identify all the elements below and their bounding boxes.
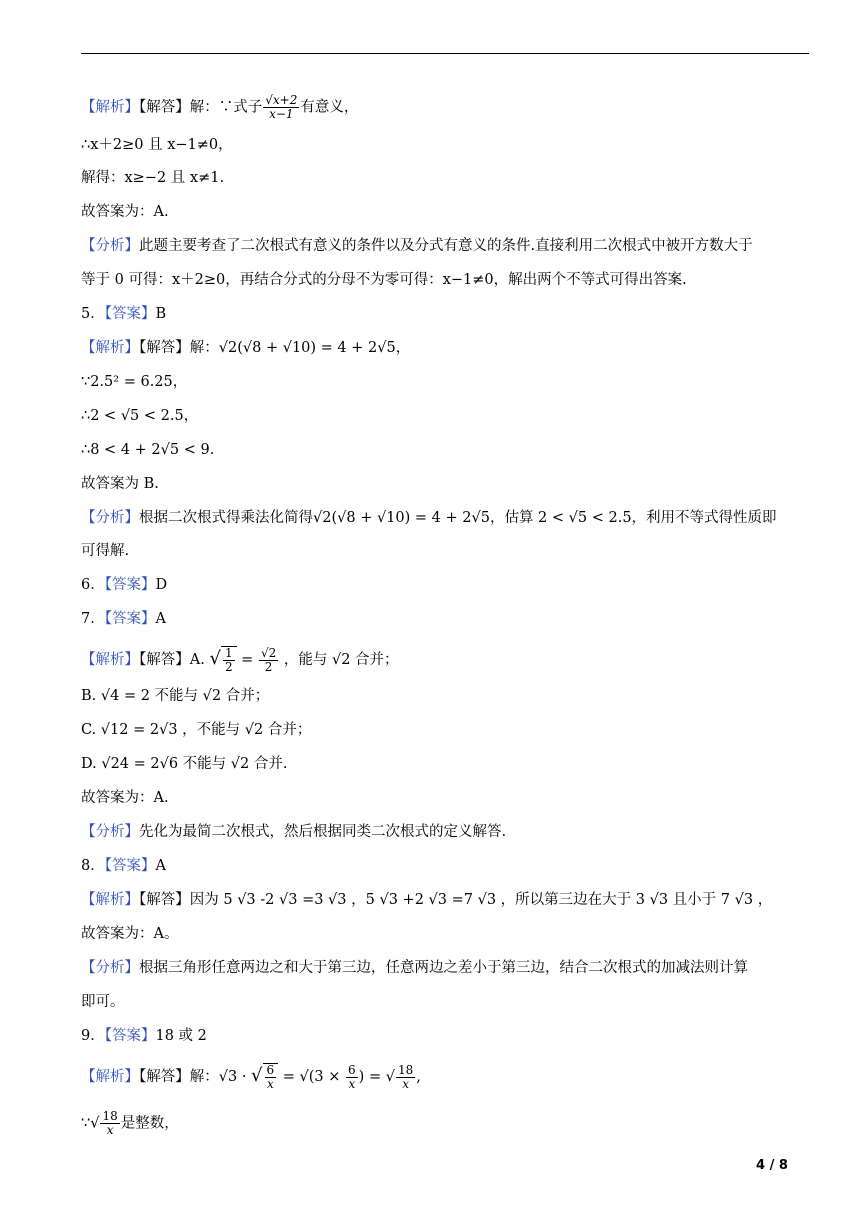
tag-fenxi: 【分析】	[81, 238, 139, 254]
answer: 18 或 2	[155, 1028, 207, 1044]
tag-daan: 【答案】	[104, 858, 156, 874]
line-22	[81, 822, 813, 842]
line-1	[81, 94, 813, 121]
question-number: 5．	[81, 306, 105, 322]
line-text: 根据二次根式得乘法化简得√2(√8 + √10) = 4 + 2√5，估算 2 < √5 < 2.5，利用不等式得性质即	[139, 510, 777, 526]
fraction	[346, 1064, 358, 1091]
tag-jieda: 【解答】	[139, 99, 190, 116]
line-29	[81, 1063, 813, 1091]
radical-sign: √	[251, 1065, 263, 1086]
expr-mid2: ) = √	[358, 1069, 395, 1085]
fraction-denominator: 2	[264, 659, 273, 674]
header-rule	[81, 53, 809, 54]
line-tail: 是整数，	[120, 1115, 179, 1132]
tag-fenxi: 【分析】	[81, 824, 139, 840]
fraction-numerator: √x+2	[265, 93, 298, 107]
tag-daan: 【答案】	[104, 577, 156, 593]
answer: B	[155, 306, 167, 322]
fraction-numerator: 6	[266, 1063, 275, 1077]
line-text: 解：√3 ·	[189, 1069, 247, 1085]
line-28	[81, 1026, 813, 1046]
line-2: ∴x＋2≥0 且 x−1≠0，	[81, 137, 233, 153]
fraction-numerator: 1	[224, 646, 233, 660]
fraction-numerator: 6	[348, 1062, 356, 1077]
line-tail: 有意义，	[300, 99, 359, 116]
fraction	[396, 1064, 415, 1091]
fraction-denominator: 2	[224, 660, 233, 674]
line-24	[81, 890, 813, 910]
line-text: A.	[189, 652, 205, 668]
tag-jieda: 【解答】	[139, 1069, 190, 1085]
line-5	[81, 236, 813, 256]
tag-jiexi: 【解析】	[81, 340, 139, 356]
fraction	[100, 1110, 119, 1137]
tag-jieda: 【解答】	[139, 340, 190, 356]
line-21: 故答案为：A.	[81, 790, 169, 806]
line-17: 【解析】【解答】A. √ $\frac{1}{2}$ = $\frac{√2}{2}$ ，能与 √2 合并；	[81, 645, 399, 674]
fraction-denominator: x	[106, 1123, 114, 1137]
page-number: 4 / 8	[756, 1158, 788, 1173]
question-number: 7．	[81, 611, 105, 627]
line-13	[81, 508, 813, 528]
line-text: 解：√2(√8 + √10) = 4 + 2√5，	[189, 340, 411, 356]
answer: A	[155, 858, 166, 874]
line-20: D. √24 = 2√6 不能与 √2 合并.	[81, 756, 288, 772]
line-27: 即可。	[81, 994, 125, 1010]
line-23	[81, 856, 813, 876]
line-text: 先化为最简二次根式，然后根据同类二次根式的定义解答.	[139, 824, 507, 840]
line-9: ∵2.5² = 6.25，	[81, 374, 188, 390]
fraction-numerator: 18	[397, 1062, 414, 1077]
line-26	[81, 958, 813, 978]
radicand	[263, 1063, 279, 1091]
tag-fenxi: 【分析】	[81, 510, 139, 526]
tag-jieda: 【解答】	[139, 892, 190, 908]
fraction-numerator: √2	[260, 645, 277, 660]
fraction	[265, 1064, 277, 1091]
expr-mid: = √(3 ×	[282, 1069, 341, 1085]
tag-daan: 【答案】	[104, 306, 156, 322]
line-8	[81, 338, 813, 358]
line-14: 可得解.	[81, 543, 130, 559]
fraction-denominator: x	[348, 1076, 356, 1091]
line-text: 因为 5 √3 -2 √3 =3 √3 ，5 √3 +2 √3 =7 √3 ，所以第三边在大于 3 √3 且小于 7 √3 ，	[189, 892, 773, 908]
tag-fenxi: 【分析】	[81, 960, 139, 976]
fraction-denominator: x	[402, 1076, 409, 1091]
line-6: 等于 0 可得：x＋2≥0，再结合分式的分母不为零可得：x−1≠0，解出两个不等式可得出答案.	[81, 272, 687, 288]
fraction-denominator: x−1	[269, 107, 294, 121]
line-18: B. √4 = 2 不能与 √2 合并；	[81, 688, 270, 704]
line-4: 故答案为：A.	[81, 204, 169, 220]
tag-jiexi: 【解析】	[81, 652, 139, 668]
tag-jiexi: 【解析】	[81, 99, 139, 116]
tag-daan: 【答案】	[104, 1028, 156, 1044]
line-7	[81, 304, 813, 324]
question-number: 8．	[81, 858, 105, 874]
question-number: 9．	[81, 1028, 105, 1044]
line-3: 解得：x≥−2 且 x≠1.	[81, 170, 225, 186]
line-30	[81, 1110, 813, 1137]
line-25: 故答案为：A。	[81, 926, 179, 942]
fraction-numerator: 18	[102, 1109, 118, 1123]
line-19: C. √12 = 2√3 ，不能与 √2 合并；	[81, 722, 312, 738]
line-tail: ,	[416, 1069, 421, 1085]
line-text: 根据三角形任意两边之和大于第三边，任意两边之差小于第三边，结合二次根式的加减法则计算	[139, 960, 748, 976]
radical	[209, 646, 236, 674]
answer: D	[155, 577, 168, 593]
fraction	[263, 94, 299, 121]
line-12: 故答案为 B.	[81, 476, 159, 492]
tag-daan: 【答案】	[104, 611, 156, 627]
radical	[251, 1063, 278, 1091]
tag-jieda: 【解答】	[139, 652, 190, 668]
tag-jiexi: 【解析】	[81, 1069, 139, 1085]
answer: A	[155, 611, 166, 627]
line-16	[81, 609, 813, 629]
line-tail: ，能与 √2 合并；	[283, 652, 399, 668]
line-text: 此题主要考查了二次根式有意义的条件以及分式有意义的条件.直接利用二次根式中被开方数大于	[139, 238, 753, 254]
fraction	[259, 647, 278, 674]
tag-jiexi: 【解析】	[81, 892, 139, 908]
fraction	[223, 647, 235, 674]
question-number: 6．	[81, 577, 105, 593]
fraction-denominator: x	[266, 1077, 274, 1091]
line-15	[81, 575, 813, 595]
line-10: ∴2 < √5 < 2.5，	[81, 408, 199, 424]
line-text: ∵√	[81, 1115, 100, 1132]
line-11: ∴8 < 4 + 2√5 < 9.	[81, 442, 215, 458]
radical-sign: √	[209, 648, 221, 669]
line-text: 解：∵式子	[189, 99, 263, 116]
radicand	[221, 646, 237, 674]
